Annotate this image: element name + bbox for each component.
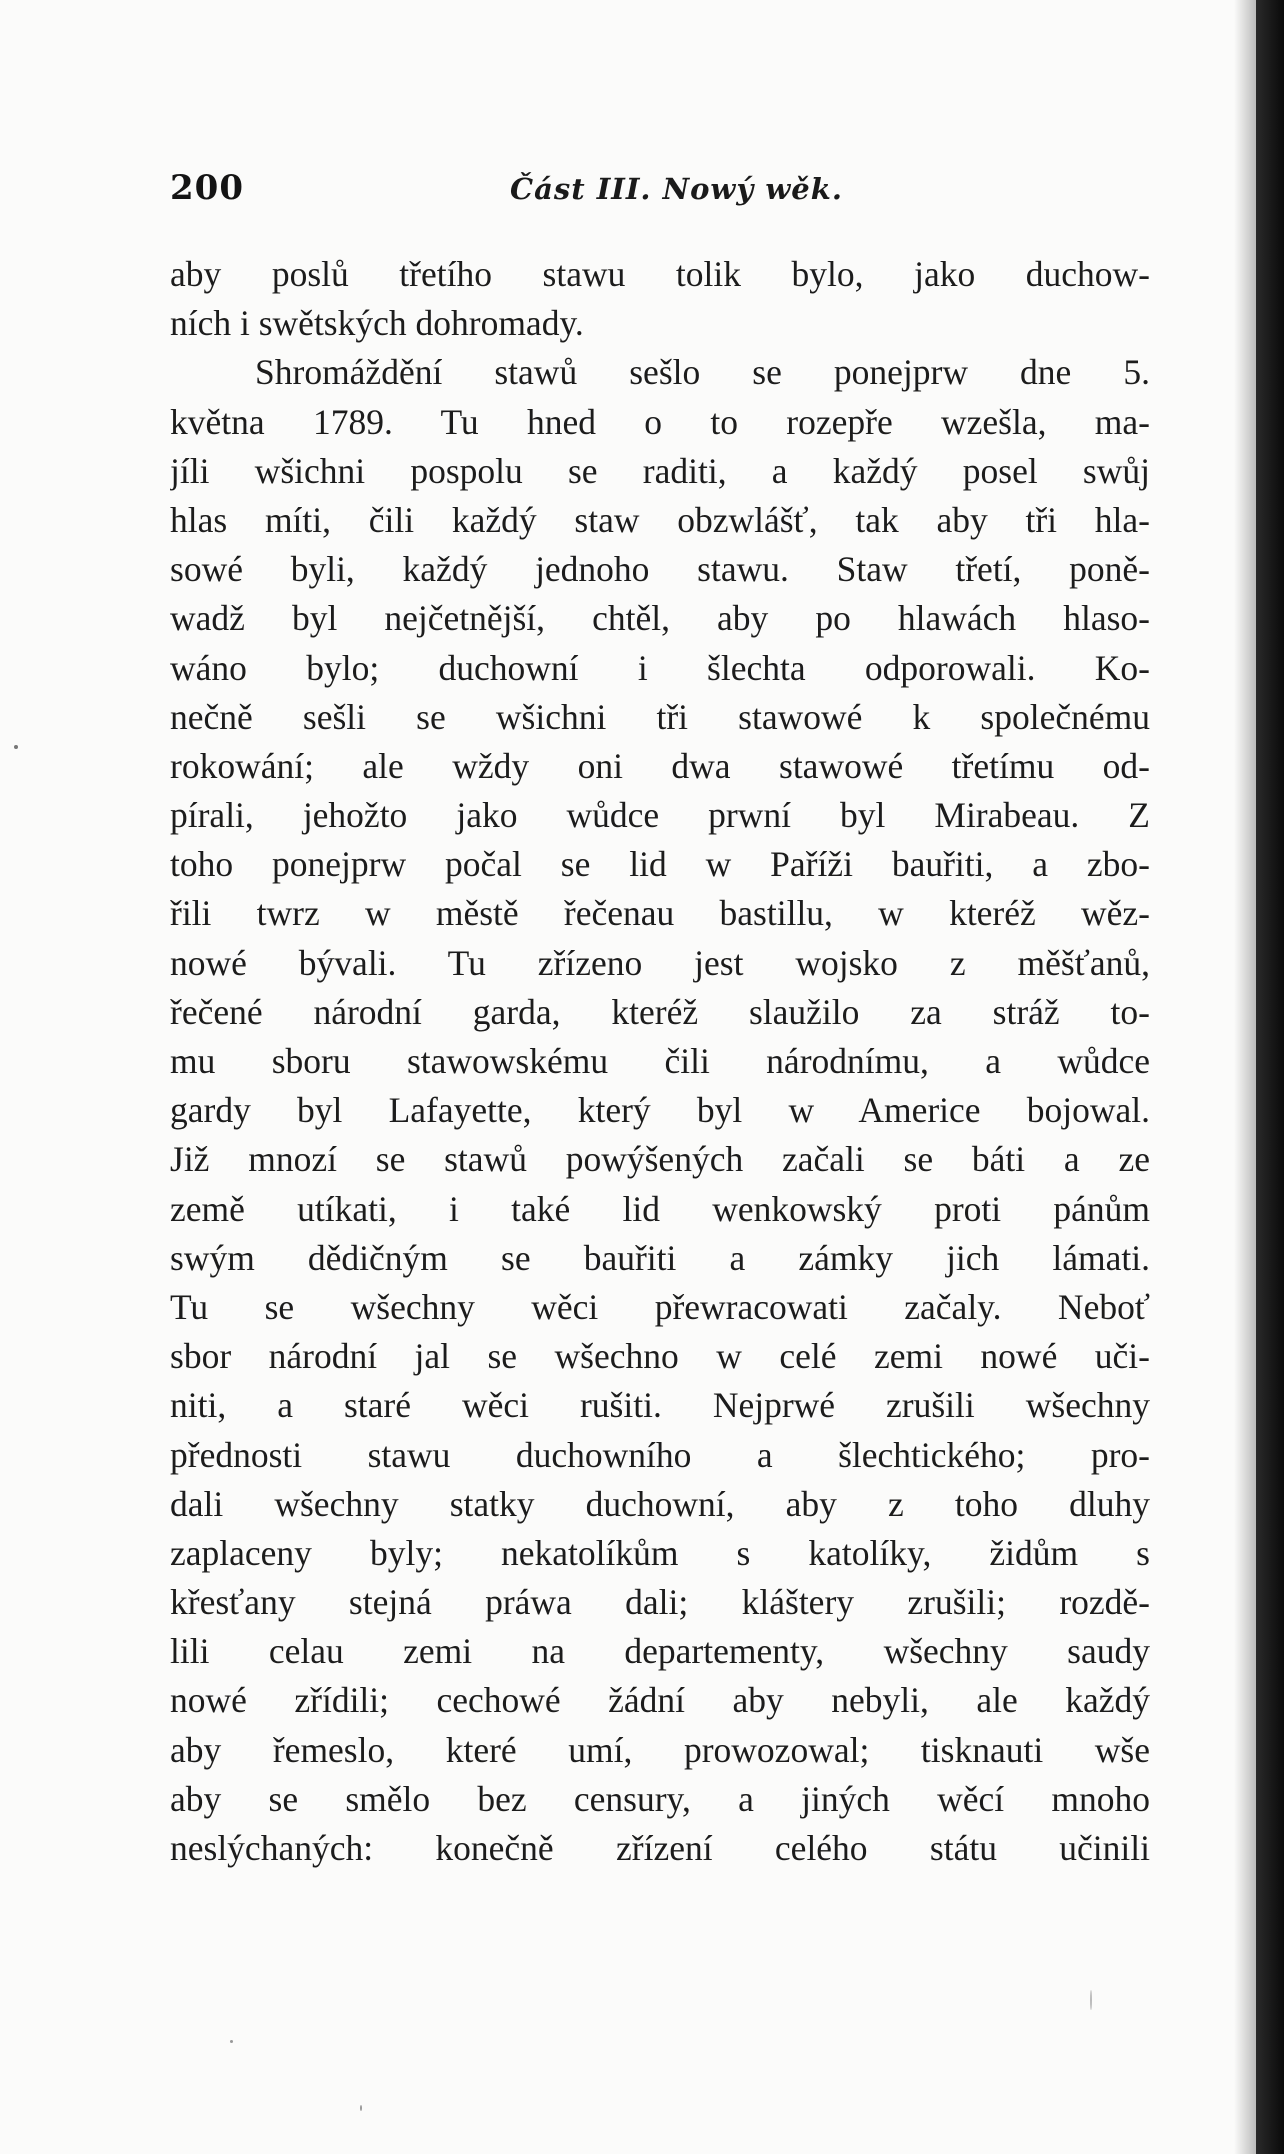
text-line: řili twrz w městě řečenau bastillu, w kteréž wěz- [170,893,1150,934]
text-line: aby se smělo bez censury, a jiných wěcí mnoho [170,1778,1150,1819]
running-head: Část III. Nowý wěk. [510,172,843,206]
text-line: rokowání; ale wždy oni dwa stawowé třetímu od- [170,745,1150,786]
text-line: dali wšechny statky duchowní, aby z toho dluhy [170,1483,1150,1524]
text-line: mu sboru stawowskému čili národnímu, a wůdce [170,1041,1150,1081]
text-line: křesťany stejná práwa dali; kláštery zrušili; rozdě- [170,1582,1150,1623]
text-line: hlas míti, čili každý staw obzwlášť, tak aby tři hla- [170,499,1150,540]
text-line: pírali, jehožto jako wůdce prwní byl Mirabeau. Z [170,795,1150,836]
text-line: května 1789. Tu hned o to rozepře wzešla, ma- [170,401,1150,442]
paper-speck [360,2105,362,2111]
page-number: 200 [170,168,244,208]
text-line: nečně sešli se wšichni tři stawowé k společnému [170,696,1150,737]
page-edge [1256,0,1284,2154]
paper-speck [230,2040,233,2043]
binding-shadow [1234,0,1256,2154]
text-line: aby poslů třetího stawu tolik bylo, jako duchow- [170,254,1150,294]
text-line: wáno bylo; duchowní i šlechta odporowali. Ko- [170,647,1150,688]
text-line: nowé zřídili; cechowé žádní aby nebyli, ale každý [170,1680,1150,1721]
text-line: přednosti stawu duchowního a šlechtického; pro- [170,1434,1150,1475]
text-line: Tu se wšechny wěci přewracowati začaly. Neboť [170,1286,1150,1327]
text-line: aby řemeslo, které umí, prowozowal; tisknauti wše [170,1729,1150,1770]
text-line: lili celau zemi na departementy, wšechny saudy [170,1631,1150,1672]
text-line: ních i swětských dohromady. [170,303,584,344]
text-line: sowé byli, každý jednoho stawu. Staw třetí, poně- [170,549,1150,590]
text-line: jíli wšichni pospolu se raditi, a každý posel swůj [170,450,1150,491]
text-line: swým dědičným se bauřiti a zámky jich lámati. [170,1237,1150,1278]
text-line: nowé bývali. Tu zřízeno jest wojsko z měšťanů, [170,942,1150,983]
text-line: země utíkati, i také lid wenkowský proti pánům [170,1188,1150,1229]
page-header [170,168,1170,228]
text-line: niti, a staré wěci rušiti. Nejprwé zrušili wšechny [170,1385,1150,1426]
text-line: sbor národní jal se wšechno w celé zemi nowé uči- [170,1336,1150,1377]
paper-speck [14,745,18,749]
text-line: toho ponejprw počal se lid w Paříži bauřiti, a zbo- [170,844,1150,885]
paper-speck [1090,1990,1092,2010]
text-line: neslýchaných: konečně zřízení celého státu učinili [170,1828,1150,1868]
body-text [170,250,1150,1873]
text-line: wadž byl nejčetnější, chtěl, aby po hlawách hlaso- [170,598,1150,639]
text-line: gardy byl Lafayette, který byl w Americe bojowal. [170,1090,1150,1131]
text-line: Shromáždění stawů sešlo se ponejprw dne 5. [255,352,1150,393]
text-line: zaplaceny byly; nekatolíkům s katolíky, židům s [170,1532,1150,1573]
text-line: řečené národní garda, kteréž slaužilo za stráž to- [170,991,1150,1032]
text-line: Již mnozí se stawů powýšených začali se báti a ze [170,1139,1150,1180]
